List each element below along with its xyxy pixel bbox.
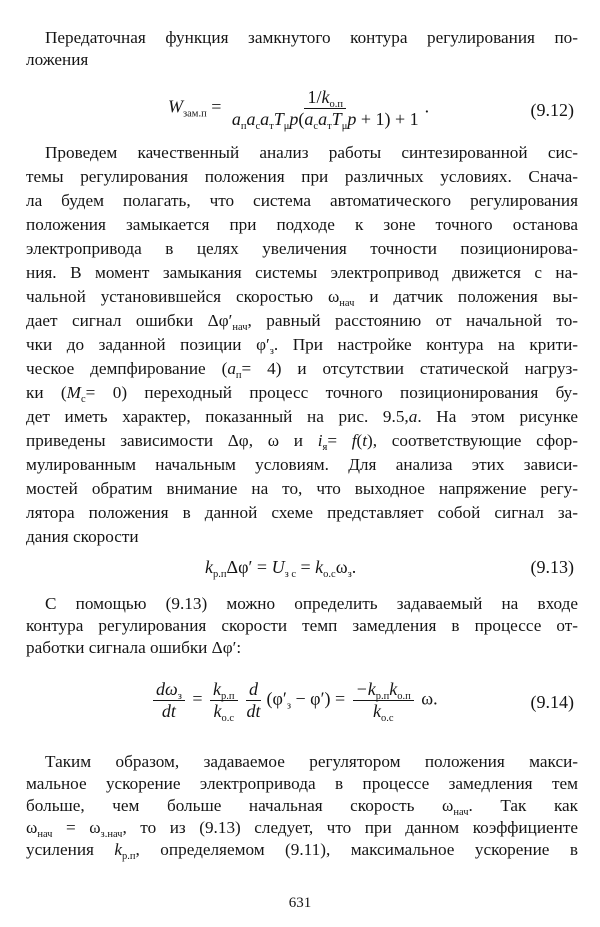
text-line: Таким образом, задаваемое регулятором положения макси- xyxy=(45,752,578,771)
text-line: работки сигнала ошибки Δφ′: xyxy=(26,638,242,657)
equation-number: (9.13) xyxy=(530,557,574,577)
text-line: ложения xyxy=(26,50,89,69)
text-line: дет иметь характер, показанный на рис. 9.5,a. На этом рисунке xyxy=(26,407,578,426)
equation-number: (9.12) xyxy=(530,100,574,120)
text-line: мостей обратим внимание на то, что выходное напряжение регу- xyxy=(26,479,578,498)
fraction: $\frac{1/k_{о.п}}{a_пa_сa_тT_\mu p(a_сa_тT_\mu p + 1) + 1}$ xyxy=(231,87,419,132)
text-line: мальное ускорение электропривода в процессе замедления тем xyxy=(26,774,578,793)
text-line: ки $(M_с= 0)$ переходный процесс точного позиционирования бу- xyxy=(26,383,578,405)
equation-9-13: $k_{р.п}\Delta\varphi' = U_{з с} = k_{о.с}\omega_з$. xyxy=(205,557,357,580)
equation-9-12: $W_{зам.п}$ = $\frac{1/k_{о.п}}{a_пa_сa_тT_\mu p(a_сa_тT_\mu p + 1) + 1}$ . xyxy=(168,87,430,132)
text-line: С помощью (9.13) можно определить задаваемый на входе xyxy=(45,594,578,613)
equation-9-14: $\frac{d\omega_з}{dt}$ = $\frac{k_{р.п}}{k_{о.с}}$ $\frac{d}{dt}$ $(\varphi'_з - \varphi')$ = $\frac{-k_{р.п}k_{о.п}}{k_{о.с}}$ ω. xyxy=(150,680,438,721)
text-line: контура регулирования скорости темп замедления в процессе от- xyxy=(26,616,578,635)
text-line: чальной установившейся скоростью $\omega_{нач}$ и датчик положения вы- xyxy=(26,287,579,309)
text-line: приведены зависимости Δφ, ω и $i_я= f(t)$, соответствующие сфор- xyxy=(26,431,578,453)
text-line: дает сигнал ошибки $\Delta\varphi'_{нач}$, равный расстоянию от начальной то- xyxy=(26,311,579,333)
text-line: больше, чем больше начальная скорость $\omega_{нач}$. Так как xyxy=(26,796,579,818)
text-line: $\omega_{нач} = \omega_{з.нач}$, то из (9.13) следует, что при данном коэффициенте xyxy=(26,818,578,840)
text-line: положения замыкается при подходе к зоне точного останова xyxy=(26,215,578,234)
text-line: темы регулирования положения при различных условиях. Снача- xyxy=(26,167,578,186)
equation-number: (9.14) xyxy=(530,692,574,712)
text-line: чки до заданной позиции $\varphi'_з$. При настройке контура на крити- xyxy=(26,335,578,357)
text-line: ла будем полагать, что система автоматического регулирования xyxy=(26,191,578,210)
text-line: Передаточная функция замкнутого контура регулирования по- xyxy=(45,28,578,47)
text-line: электропривода в целях увеличения точности позиционирова- xyxy=(26,239,578,258)
page-number: 631 xyxy=(288,895,312,911)
text-line: ческое демпфирование $(a_п= 4)$ и отсутствии статической нагруз- xyxy=(26,359,579,381)
text-line: ния. В момент замыкания системы электропривод движется с на- xyxy=(26,263,578,282)
text-line: Проведем качественный анализ работы синтезированной сис- xyxy=(45,143,578,162)
text-line: дания скорости xyxy=(26,527,139,546)
text-line: мулированным начальным условиям. Для анализа этих зависи- xyxy=(26,455,578,474)
text-line: усиления $k_{р.п}$, определяемом (9.11), максимальное ускорение в xyxy=(26,840,578,862)
text-line: лятора положения в данной схеме представляет собой сигнал за- xyxy=(26,503,578,522)
